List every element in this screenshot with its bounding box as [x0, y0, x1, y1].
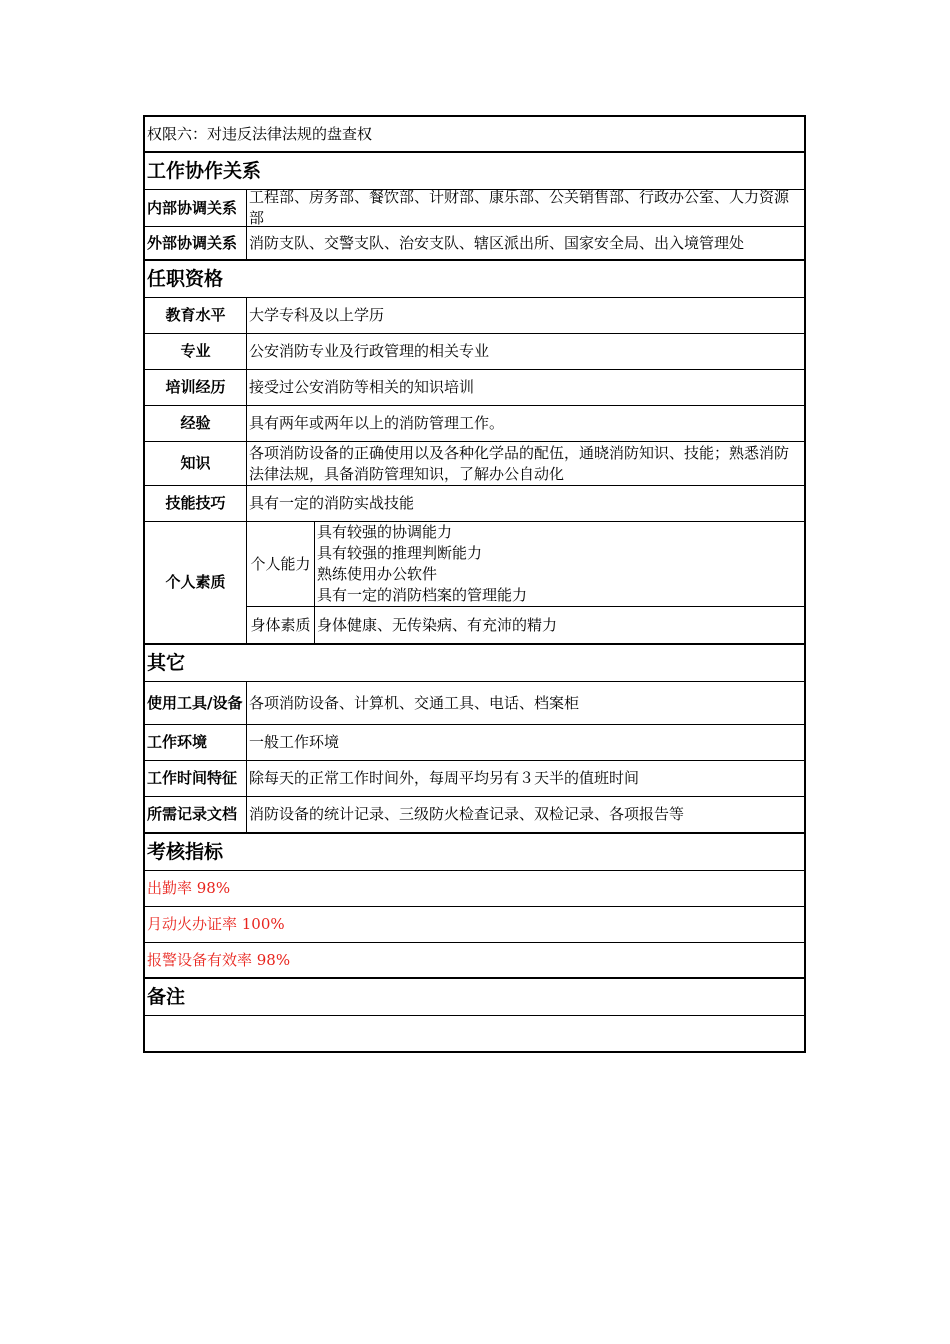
training-row — [145, 370, 804, 406]
kpi-section-header — [145, 834, 804, 871]
remarks-value — [145, 1016, 804, 1051]
skills-row — [145, 486, 804, 522]
training-value: 接受过公安消防等相关的知识培训 — [249, 378, 475, 396]
major-label: 专业 — [145, 334, 247, 369]
documents-label: 所需记录文档 — [145, 797, 247, 832]
knowledge-row — [145, 442, 804, 486]
physical-subrow — [247, 607, 804, 643]
internal-relations-row — [145, 190, 804, 227]
education-label: 教育水平 — [145, 298, 247, 333]
major-value: 公安消防专业及行政管理的相关专业 — [249, 342, 490, 360]
other-title: 其它 — [147, 651, 186, 674]
environment-label: 工作环境 — [145, 725, 247, 760]
personal-subtable — [247, 522, 804, 643]
physical-value: 身体健康、无传染病、有充沛的精力 — [317, 615, 558, 634]
ability-subrow — [247, 522, 804, 607]
tools-value: 各项消防设备、计算机、交通工具、电话、档案柜 — [249, 693, 580, 712]
personal-quality-row — [145, 522, 804, 645]
major-row — [145, 334, 804, 370]
authority-row — [145, 117, 804, 153]
ability-line: 具有较强的协调能力 — [317, 523, 453, 541]
kpi-row — [145, 871, 804, 907]
environment-value: 一般工作环境 — [249, 733, 340, 751]
kpi-row — [145, 907, 804, 943]
remarks-section-header — [145, 979, 804, 1016]
kpi-item: 出勤率 98% — [147, 879, 231, 897]
tools-row — [145, 682, 804, 725]
qualifications-title: 任职资格 — [147, 267, 224, 290]
ability-label: 个人能力 — [247, 522, 315, 606]
external-relations-row — [145, 227, 804, 261]
authority-text: 权限六：对违反法律法规的盘查权 — [147, 124, 373, 143]
experience-value: 具有两年或两年以上的消防管理工作。 — [249, 414, 505, 432]
ability-line: 熟练使用办公软件 — [317, 565, 438, 583]
education-row — [145, 298, 804, 334]
kpi-item: 月动火办证率 100% — [147, 915, 285, 933]
knowledge-value: 各项消防设备的正确使用以及各种化学品的配伍，通晓消防知识、技能；熟悉消防法律法规，具备消防管理知识，了解办公自动化 — [249, 443, 790, 483]
ability-lines — [315, 522, 804, 606]
other-section-header — [145, 645, 804, 682]
tools-label: 使用工具/设备 — [145, 682, 247, 724]
kpi-row — [145, 943, 804, 979]
external-value: 消防支队、交警支队、治安支队、辖区派出所、国家安全局、出入境管理处 — [249, 233, 745, 252]
experience-row — [145, 406, 804, 442]
work-time-label: 工作时间特征 — [145, 761, 247, 796]
kpi-title: 考核指标 — [147, 840, 224, 863]
external-label: 外部协调关系 — [145, 227, 247, 259]
knowledge-label: 知识 — [145, 442, 247, 485]
ability-line: 具有一定的消防档案的管理能力 — [317, 586, 528, 604]
job-description-table — [143, 115, 806, 1053]
relations-section-header — [145, 153, 804, 190]
remarks-title: 备注 — [147, 985, 186, 1008]
documents-value: 消防设备的统计记录、三级防火检查记录、双检记录、各项报告等 — [249, 805, 685, 823]
skills-value: 具有一定的消防实战技能 — [249, 494, 415, 512]
environment-row — [145, 725, 804, 761]
internal-value: 工程部、房务部、餐饮部、计财部、康乐部、公关销售部、行政办公室、人力资源部 — [249, 188, 790, 227]
physical-label: 身体素质 — [247, 607, 315, 643]
qualifications-section-header — [145, 261, 804, 298]
training-label: 培训经历 — [145, 370, 247, 405]
ability-line: 具有较强的推理判断能力 — [317, 544, 483, 562]
skills-label: 技能技巧 — [145, 486, 247, 521]
relations-title: 工作协作关系 — [147, 159, 262, 182]
education-value: 大学专科及以上学历 — [249, 306, 385, 324]
remarks-row — [145, 1016, 804, 1051]
work-time-value: 除每天的正常工作时间外，每周平均另有３天半的值班时间 — [249, 769, 640, 787]
personal-label: 个人素质 — [145, 522, 247, 643]
internal-label: 内部协调关系 — [145, 190, 247, 226]
work-time-row — [145, 761, 804, 797]
experience-label: 经验 — [145, 406, 247, 441]
documents-row — [145, 797, 804, 834]
kpi-item: 报警设备有效率 98% — [147, 950, 291, 969]
